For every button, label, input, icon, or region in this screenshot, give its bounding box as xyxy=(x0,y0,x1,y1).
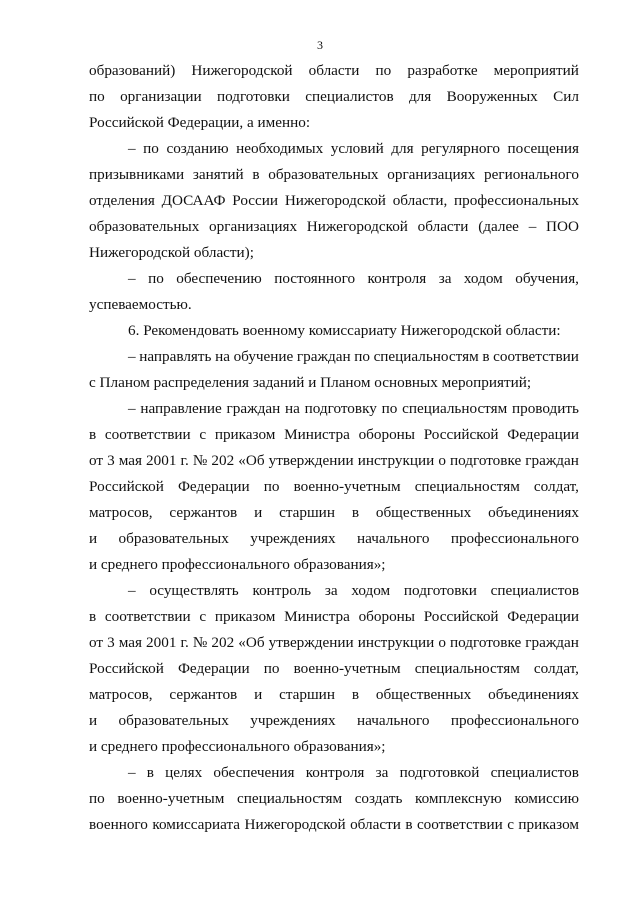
text-line: и среднего профессионального образования»; xyxy=(89,738,386,755)
text-line: образовательных организациях Нижегородской области (далее – ПОО xyxy=(89,218,579,235)
text-line: – осуществлять контроль за ходом подготовки специалистов xyxy=(128,582,579,599)
text-line: матросов, сержантов и старшин в общественных объединениях xyxy=(89,686,579,703)
text-line: – по обеспечению постоянного контроля за ходом обучения, xyxy=(128,270,579,287)
text-line: – направление граждан на подготовку по специальностям проводить xyxy=(128,400,579,417)
text-line: и образовательных учреждениях начального профессионального xyxy=(89,712,579,729)
text-line: с Планом распределения заданий и Планом основных мероприятий; xyxy=(89,374,532,391)
text-line: Российской Федерации по военно-учетным специальностям солдат, xyxy=(89,478,579,495)
text-line: образований) Нижегородской области по разработке мероприятий xyxy=(89,62,579,79)
text-line: по организации подготовки специалистов для Вооруженных Сил xyxy=(89,88,579,105)
text-line: матросов, сержантов и старшин в общественных объединениях xyxy=(89,504,579,521)
text-line: отделения ДОСААФ России Нижегородской области, профессиональных xyxy=(89,192,579,209)
text-line: в соответствии с приказом Министра обороны Российской Федерации xyxy=(89,426,579,443)
text-line: Российской Федерации, а именно: xyxy=(89,114,311,131)
text-line: – направлять на обучение граждан по специальностям в соответствии xyxy=(128,348,579,365)
page-number: 3 xyxy=(317,38,323,52)
text-line: – по созданию необходимых условий для регулярного посещения xyxy=(128,140,579,157)
text-line: от 3 мая 2001 г. № 202 «Об утверждении инструкции о подготовке граждан xyxy=(89,452,579,469)
text-line: в соответствии с приказом Министра обороны Российской Федерации xyxy=(89,608,579,625)
text-line: и среднего профессионального образования»; xyxy=(89,556,386,573)
text-line: успеваемостью. xyxy=(89,296,192,313)
text-line: от 3 мая 2001 г. № 202 «Об утверждении инструкции о подготовке граждан xyxy=(89,634,579,651)
text-line: призывниками занятий в образовательных организациях регионального xyxy=(89,166,579,183)
text-line: Российской Федерации по военно-учетным специальностям солдат, xyxy=(89,660,579,677)
text-line: по военно-учетным специальностям создать комплексную комиссию xyxy=(89,790,579,807)
document-body xyxy=(89,58,579,838)
text-line: военного комиссариата Нижегородской области в соответствии с приказом xyxy=(89,816,579,833)
text-line: 6. Рекомендовать военному комиссариату Нижегородской области: xyxy=(128,322,561,339)
text-line: Нижегородской области); xyxy=(89,244,254,261)
text-line: – в целях обеспечения контроля за подготовкой специалистов xyxy=(128,764,579,781)
text-line: и образовательных учреждениях начального профессионального xyxy=(89,530,579,547)
